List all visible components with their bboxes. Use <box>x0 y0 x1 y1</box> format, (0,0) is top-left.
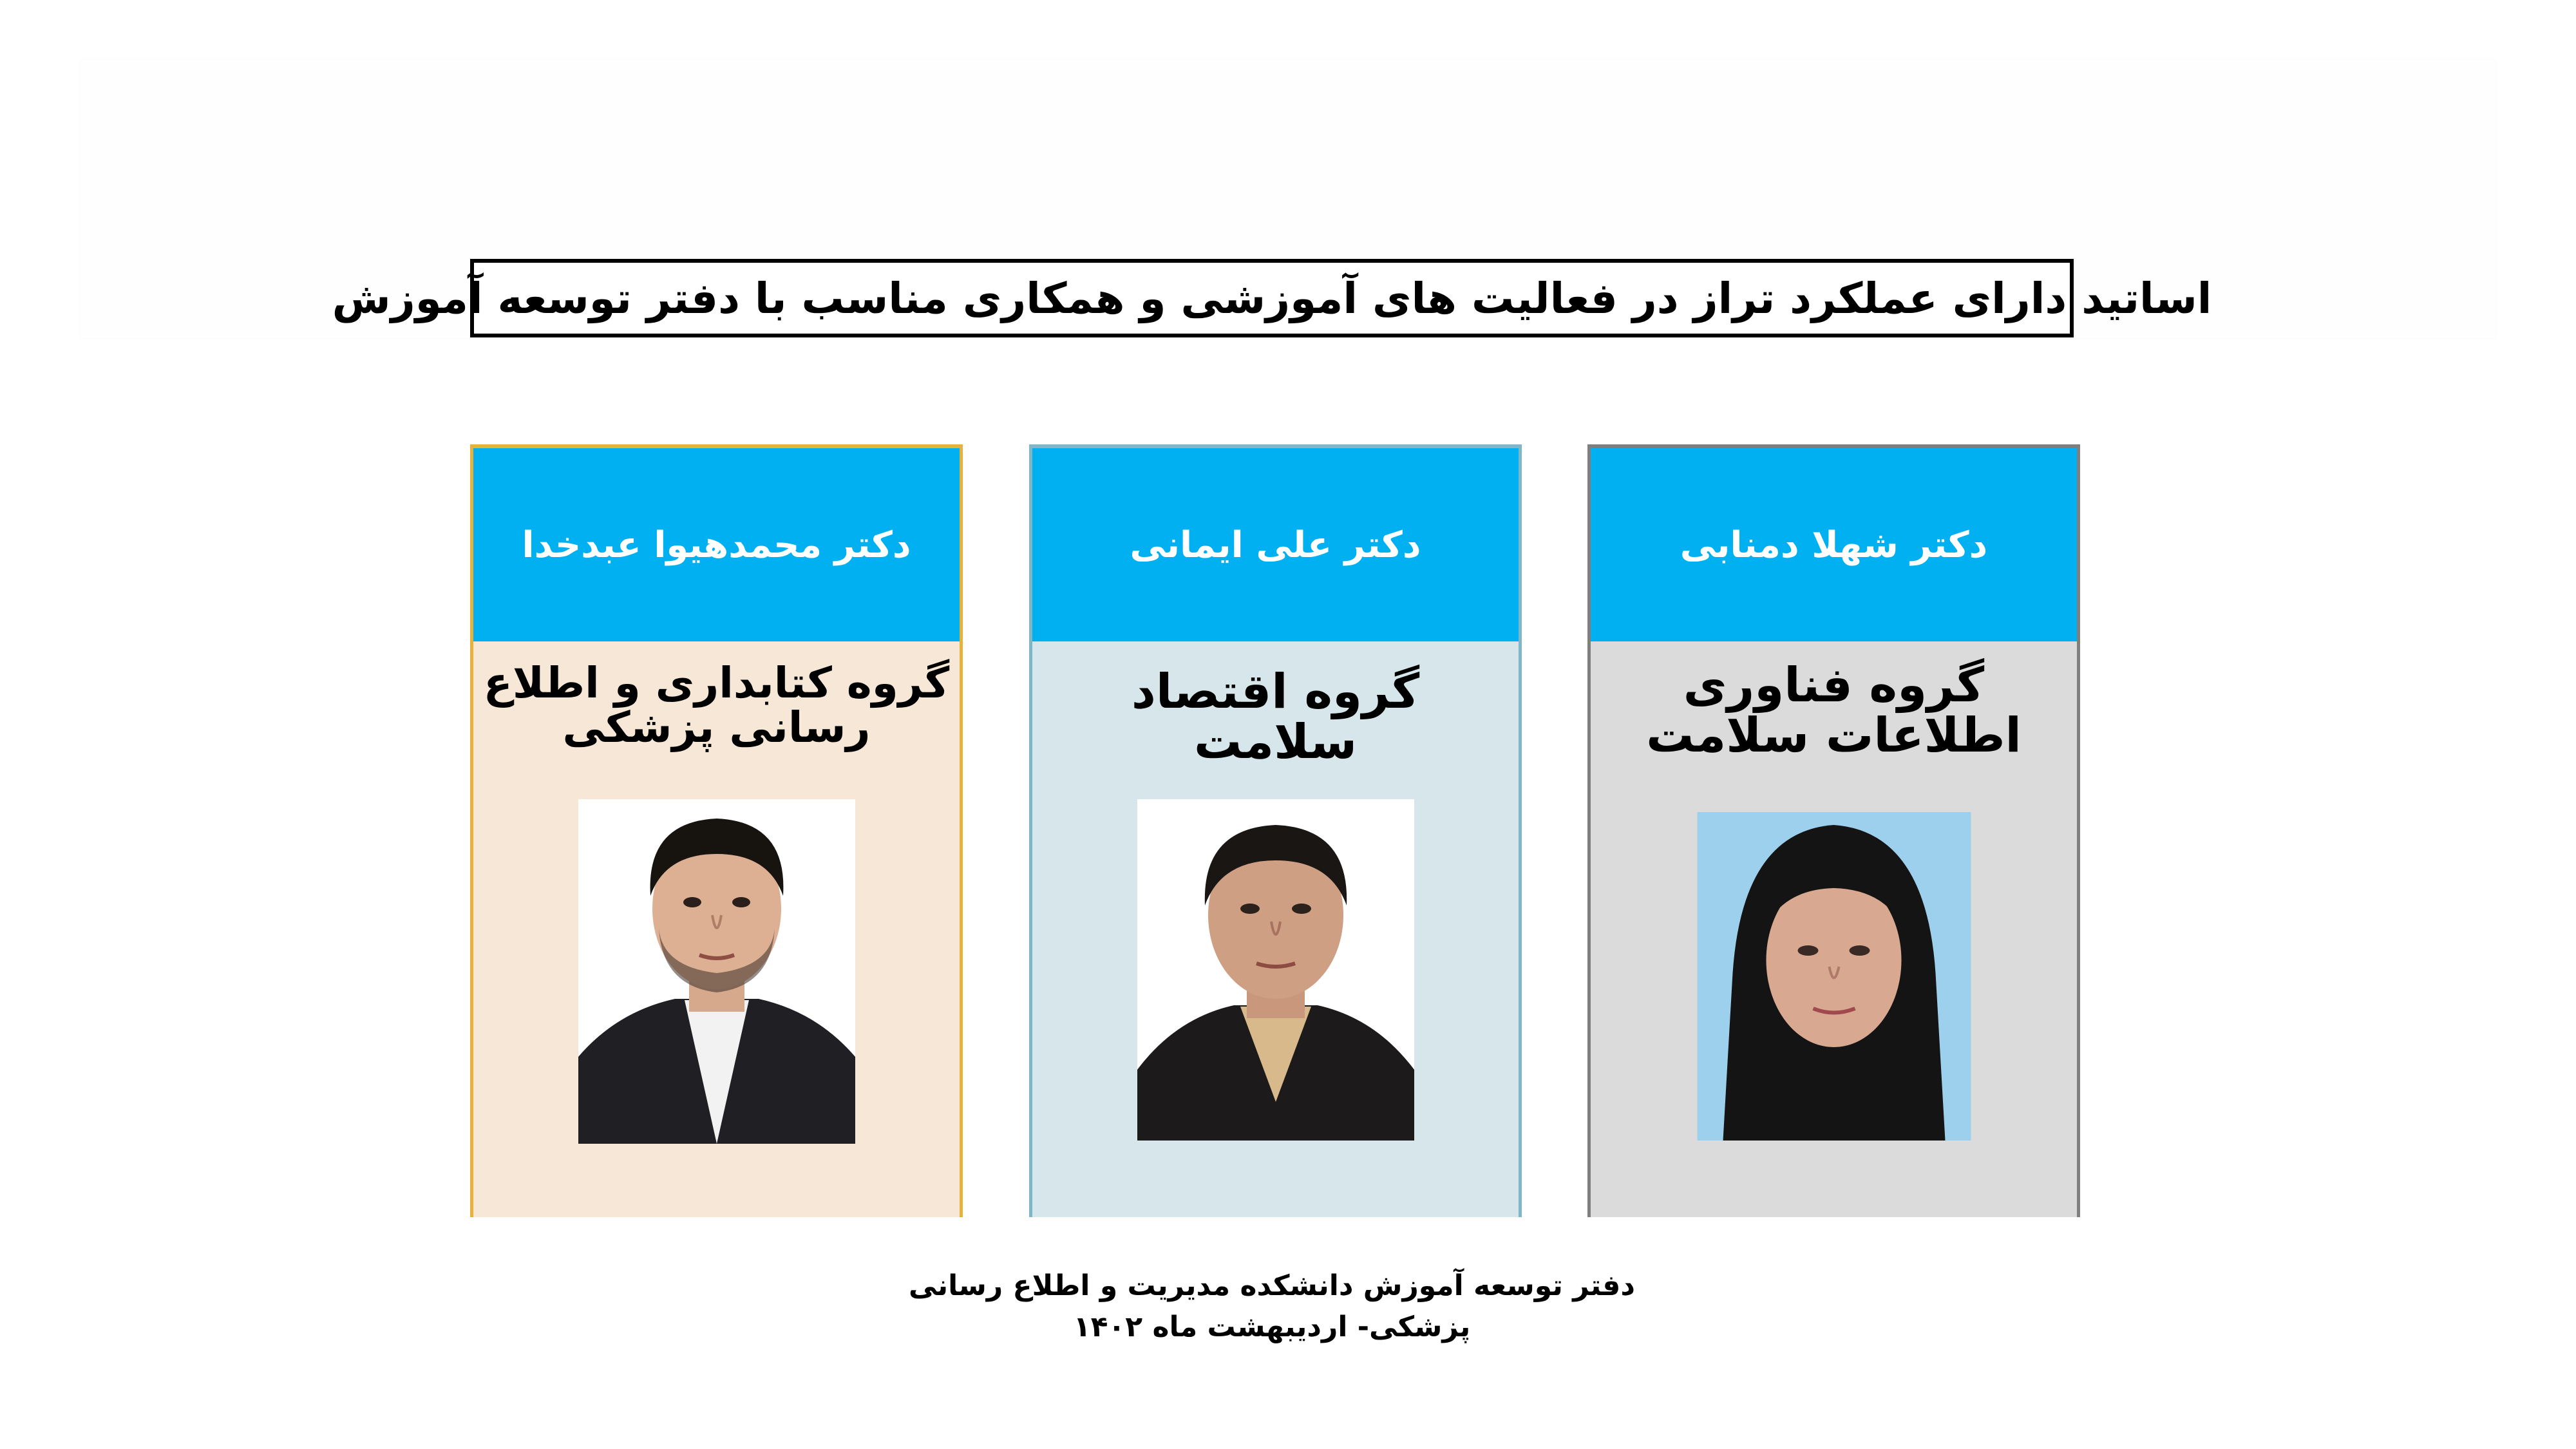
portrait-image <box>1697 812 1971 1141</box>
department-line: گروه کتابداری و اطلاع <box>483 658 950 708</box>
portrait-photo <box>1697 812 1971 1141</box>
professor-name: دکتر محمدهیوا عبدخدا <box>522 524 911 566</box>
department-line: رسانی پزشکی <box>562 703 871 753</box>
card-header <box>1032 448 1519 641</box>
portrait-photo <box>578 799 855 1144</box>
department-line: اطلاعات سلامت <box>1646 707 2022 763</box>
card-imani <box>1029 444 1522 1217</box>
professor-name: دکتر علی ایمانی <box>1130 524 1421 566</box>
professor-name: دکتر شهلا دمنابی <box>1680 524 1988 566</box>
footer-caption <box>644 1265 1900 1348</box>
page-title: اساتید دارای عملکرد تراز در فعالیت های آموزشی و همکاری مناسب با دفتر توسعه آموزش <box>332 273 2212 323</box>
department <box>1032 664 1519 770</box>
title-box <box>332 259 2212 337</box>
department <box>473 658 960 753</box>
footer-line: دفتر توسعه آموزش دانشکده مدیریت و اطلاع رسانی <box>909 1269 1635 1302</box>
card-header <box>1591 448 2077 641</box>
card-header <box>473 448 960 641</box>
card-damanabi <box>1587 444 2080 1217</box>
footer-line: پزشکی- اردیبهشت ماه ۱۴۰۲ <box>1073 1310 1471 1343</box>
portrait-image <box>578 799 855 1144</box>
department-line: گروه اقتصاد <box>1131 664 1420 719</box>
portrait-photo <box>1137 799 1414 1141</box>
portrait-image <box>1137 799 1414 1141</box>
department <box>1591 658 2077 763</box>
department-line: گروه فناوری <box>1683 658 1985 713</box>
card-abdekhoda <box>470 444 963 1217</box>
department-line: سلامت <box>1193 714 1358 770</box>
